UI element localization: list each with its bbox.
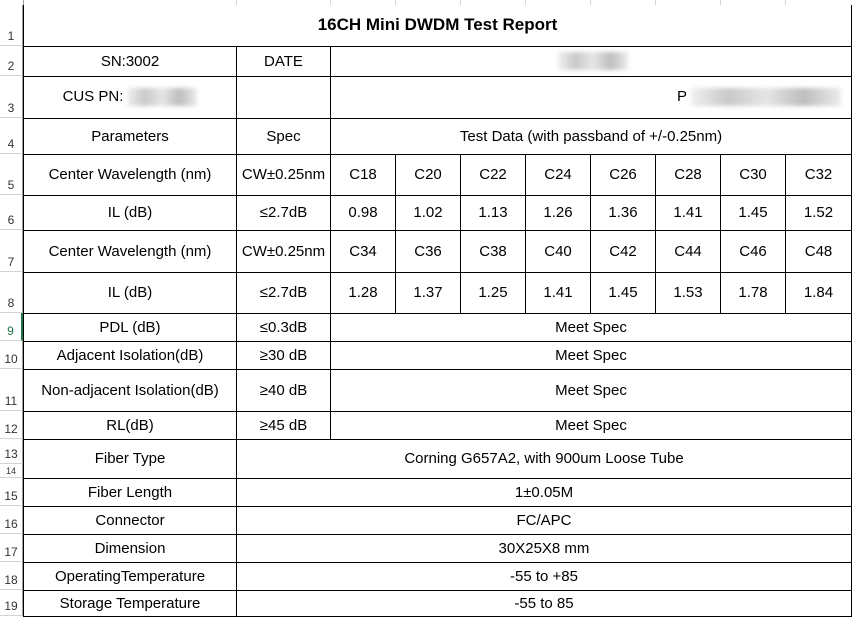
row-header[interactable]: 6 <box>0 195 23 230</box>
channel-cell[interactable]: C26 <box>591 154 656 195</box>
adjacent-isolation-spec[interactable]: ≥30 dB <box>237 341 331 369</box>
cw-label[interactable]: Center Wavelength (nm) <box>24 230 237 272</box>
channel-cell[interactable]: C42 <box>591 230 656 272</box>
storage-temperature-label[interactable]: Storage Temperature <box>24 590 237 616</box>
dimension-label[interactable]: Dimension <box>24 534 237 562</box>
il-value-cell[interactable]: 1.41 <box>526 272 591 313</box>
row-header[interactable]: 8 <box>0 272 23 313</box>
row-header[interactable]: 18 <box>0 562 23 590</box>
row-header[interactable]: 3 <box>0 76 23 118</box>
empty-cell[interactable] <box>237 76 331 118</box>
channel-cell[interactable]: C30 <box>721 154 786 195</box>
redacted-ch-pn <box>691 88 841 106</box>
row-header[interactable]: 14 <box>0 464 23 478</box>
channel-cell[interactable]: C34 <box>331 230 396 272</box>
il-value-cell[interactable]: 1.41 <box>656 195 721 230</box>
ch-pn-cell[interactable] <box>331 76 852 118</box>
redacted-date <box>558 52 628 70</box>
parameters-header[interactable]: Parameters <box>24 118 237 154</box>
report-title[interactable]: 16CH Mini DWDM Test Report <box>24 5 852 46</box>
il-value-cell[interactable]: 1.52 <box>786 195 852 230</box>
cus-pn-label: CUS PN: <box>62 87 124 105</box>
dimension-value[interactable]: 30X25X8 mm <box>237 534 852 562</box>
row-header[interactable]: 7 <box>0 230 23 272</box>
il-value-cell[interactable]: 1.02 <box>396 195 461 230</box>
pdl-result[interactable]: Meet Spec <box>331 313 852 341</box>
sn-cell[interactable]: SN:3002 <box>24 46 237 76</box>
row-header[interactable]: 19 <box>0 590 23 616</box>
il-value-cell[interactable]: 1.37 <box>396 272 461 313</box>
il-spec[interactable]: ≤2.7dB <box>237 272 331 313</box>
fiber-type-value[interactable]: Corning G657A2, with 900um Loose Tube <box>237 439 852 478</box>
connector-label[interactable]: Connector <box>24 506 237 534</box>
date-label[interactable]: DATE <box>237 46 331 76</box>
non-adjacent-isolation-label[interactable]: Non-adjacent Isolation(dB) <box>24 369 237 411</box>
row-header[interactable]: 13 <box>0 439 23 464</box>
il-label[interactable]: IL (dB) <box>24 272 237 313</box>
il-value-cell[interactable]: 1.26 <box>526 195 591 230</box>
channel-cell[interactable]: C48 <box>786 230 852 272</box>
il-value-cell[interactable]: 1.45 <box>591 272 656 313</box>
row-header[interactable]: 2 <box>0 46 23 76</box>
date-value-cell[interactable] <box>331 46 852 76</box>
ch-pn-fragment: P <box>676 87 687 105</box>
row-header[interactable]: 16 <box>0 506 23 534</box>
row-header[interactable]: 17 <box>0 534 23 562</box>
rl-spec[interactable]: ≥45 dB <box>237 411 331 439</box>
pdl-label[interactable]: PDL (dB) <box>24 313 237 341</box>
rl-label[interactable]: RL(dB) <box>24 411 237 439</box>
il-value-cell[interactable]: 1.36 <box>591 195 656 230</box>
il-label[interactable]: IL (dB) <box>24 195 237 230</box>
rl-result[interactable]: Meet Spec <box>331 411 852 439</box>
channel-cell[interactable]: C38 <box>461 230 526 272</box>
row-header[interactable]: 5 <box>0 154 23 195</box>
non-adjacent-isolation-result[interactable]: Meet Spec <box>331 369 852 411</box>
operating-temperature-label[interactable]: OperatingTemperature <box>24 562 237 590</box>
row-header[interactable]: 4 <box>0 118 23 154</box>
adjacent-isolation-result[interactable]: Meet Spec <box>331 341 852 369</box>
row-header[interactable]: 1 <box>0 5 23 46</box>
test-report-table <box>23 5 852 617</box>
channel-cell[interactable]: C18 <box>331 154 396 195</box>
il-value-cell[interactable]: 1.25 <box>461 272 526 313</box>
row-header[interactable]: 11 <box>0 369 23 411</box>
channel-cell[interactable]: C32 <box>786 154 852 195</box>
channel-cell[interactable]: C46 <box>721 230 786 272</box>
cw-spec[interactable]: CW±0.25nm <box>237 154 331 195</box>
channel-cell[interactable]: C20 <box>396 154 461 195</box>
il-value-cell[interactable]: 1.78 <box>721 272 786 313</box>
il-spec[interactable]: ≤2.7dB <box>237 195 331 230</box>
row-header[interactable]: 15 <box>0 478 23 506</box>
channel-cell[interactable]: C22 <box>461 154 526 195</box>
connector-value[interactable]: FC/APC <box>237 506 852 534</box>
il-value-cell[interactable]: 1.45 <box>721 195 786 230</box>
channel-cell[interactable]: C24 <box>526 154 591 195</box>
cus-pn-cell[interactable] <box>24 76 237 118</box>
pdl-spec[interactable]: ≤0.3dB <box>237 313 331 341</box>
row-header[interactable]: 12 <box>0 411 23 439</box>
spec-header[interactable]: Spec <box>237 118 331 154</box>
fiber-type-label[interactable]: Fiber Type <box>24 439 237 478</box>
il-value-cell[interactable]: 1.13 <box>461 195 526 230</box>
redacted-pn <box>127 88 197 106</box>
row-header-selected[interactable]: 9 <box>0 313 23 341</box>
channel-cell[interactable]: C40 <box>526 230 591 272</box>
channel-cell[interactable]: C28 <box>656 154 721 195</box>
il-value-cell[interactable]: 1.28 <box>331 272 396 313</box>
cw-label[interactable]: Center Wavelength (nm) <box>24 154 237 195</box>
row-header[interactable]: 10 <box>0 341 23 369</box>
operating-temperature-value[interactable]: -55 to +85 <box>237 562 852 590</box>
channel-cell[interactable]: C44 <box>656 230 721 272</box>
channel-cell[interactable]: C36 <box>396 230 461 272</box>
storage-temperature-value[interactable]: -55 to 85 <box>237 590 852 616</box>
fiber-length-value[interactable]: 1±0.05M <box>237 478 852 506</box>
fiber-length-label[interactable]: Fiber Length <box>24 478 237 506</box>
non-adjacent-isolation-spec[interactable]: ≥40 dB <box>237 369 331 411</box>
il-value-cell[interactable]: 1.53 <box>656 272 721 313</box>
il-value-cell[interactable]: 0.98 <box>331 195 396 230</box>
adjacent-isolation-label[interactable]: Adjacent Isolation(dB) <box>24 341 237 369</box>
test-data-header[interactable]: Test Data (with passband of +/-0.25nm) <box>331 118 852 154</box>
il-value-cell[interactable]: 1.84 <box>786 272 852 313</box>
cw-spec[interactable]: CW±0.25nm <box>237 230 331 272</box>
